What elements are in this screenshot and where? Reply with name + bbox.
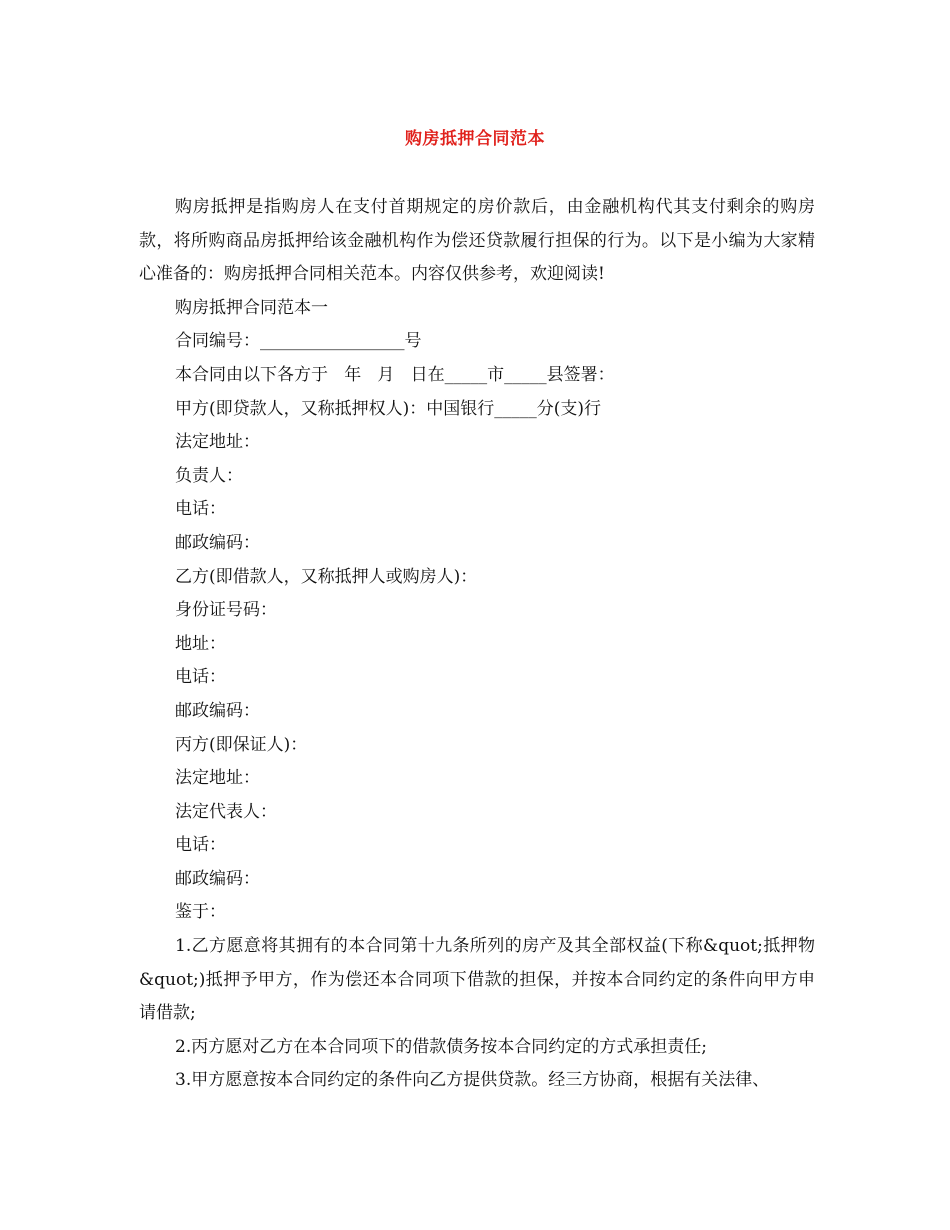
party-c-line: 丙方(即保证人)： [175, 734, 308, 755]
contract-number-line: 合同编号：_________________号 [175, 331, 422, 352]
party-c-phone-line: 电话： [175, 835, 226, 856]
whereas-heading: 鉴于： [175, 902, 226, 923]
party-a-postcode-line: 邮政编码： [175, 532, 260, 553]
party-c-representative-line: 法定代表人： [175, 801, 277, 822]
signing-line: 本合同由以下各方于 年 月 日在_____市_____县签署： [175, 364, 615, 385]
party-c-postcode-line: 邮政编码： [175, 868, 260, 889]
party-a-principal-line: 负责人： [175, 465, 243, 486]
party-c-address-line: 法定地址： [175, 768, 260, 789]
whereas-clause-1: 1.乙方愿意将其拥有的本合同第十九条所列的房产及其全部权益(下称&quot;抵押物&quot;)抵押予甲方，作为偿还本合同项下借款的担保，并按本合同约定的条件向甲方申请借款; [139, 936, 815, 1024]
section-heading: 购房抵押合同范本一 [175, 297, 328, 318]
document-body [139, 191, 815, 1098]
intro-paragraph: 购房抵押是指购房人在支付首期规定的房价款后，由金融机构代其支付剩余的购房款，将所购商品房抵押给该金融机构作为偿还贷款履行担保的行为。以下是小编为大家精心准备的：购房抵押合同相关范本。内容仅供参考，欢迎阅读! [139, 197, 815, 285]
party-b-id-line: 身份证号码： [175, 600, 277, 621]
whereas-clause-2: 2.丙方愿对乙方在本合同项下的借款债务按本合同约定的方式承担责任; [175, 1036, 707, 1057]
party-a-address-line: 法定地址： [175, 432, 260, 453]
party-b-postcode-line: 邮政编码： [175, 700, 260, 721]
party-b-line: 乙方(即借款人，又称抵押人或购房人)： [175, 566, 478, 587]
party-a-phone-line: 电话： [175, 499, 226, 520]
party-a-line: 甲方(即贷款人，又称抵押权人)：中国银行_____分(支)行 [175, 398, 602, 419]
party-b-phone-line: 电话： [175, 667, 226, 688]
document-title: 购房抵押合同范本 [405, 129, 545, 149]
whereas-clause-3: 3.甲方愿意按本合同约定的条件向乙方提供贷款。经三方协商，根据有关法律、 [175, 1070, 770, 1091]
party-b-address-line: 地址： [175, 633, 226, 654]
